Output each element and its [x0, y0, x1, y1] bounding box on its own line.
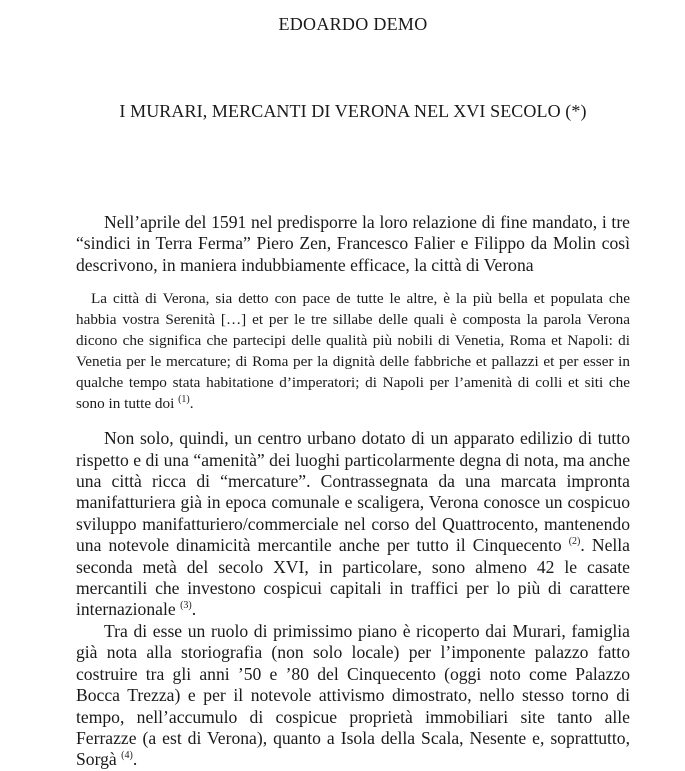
quote-text: La città di Verona, sia detto con pace de tutte le altre, è la più bella et populata che habbia vostra Serenità […] et per le tre sillabe delle quali è composta la parola Verona dicono che significa che partecipi delle qualità più nobili di Venetia, Roma et Napoli: di Venetia per le mercature; di Roma per la dignità delle fabbriche et pallazzi et per esser in qualche tempo stata habitatione d’imperatori; di Napoli per l’amenità di colli et siti che sono in tutte doi [76, 290, 630, 413]
footnote-ref-2: (2) [568, 536, 581, 548]
article-body [76, 212, 630, 771]
paragraph-3-end: . [132, 749, 138, 770]
intro-text: Nell’aprile del 1591 nel predisporre la loro relazione di fine mandato, i tre “sindici in Terra Ferma” Piero Zen, Francesco Falier e Filippo da Molin così descrivono, in maniera indubbiamente efficace, la città di Verona [76, 212, 630, 275]
paragraph-2-text-b: . Nella seconda metà del secolo XVI, in particolare, sono almeno 42 le casate mercantili che investono cospicui capitali in traffici per lo più di carattere internazionale [76, 535, 630, 620]
footnote-ref-1: (1) [178, 394, 190, 406]
paragraph-3-text: Tra di esse un ruolo di primissimo piano è ricoperto dai Murari, famiglia già nota alla storiografia (non solo locale) per l’imponente palazzo fatto costruire tra gli anni ’50 e ’80 del Cinquecento (oggi noto come Palazzo Bocca Trezza) e per il notevole attivismo dimostrato, nello stesso torno di tempo, nell’accumulo di cospicue proprietà immobiliari site tanto alle Ferrazze (a est di Verona), quanto a Isola della Scala, Nesente e, soprattutto, Sorgà [76, 620, 630, 770]
footnote-ref-4: (4) [121, 750, 133, 762]
block-quote: La città di Verona, sia detto con pace de tutte le altre, è la più bella et populata che habbia vostra Serenità […] et per le tre sillabe delle quali è composta la parola Verona dicono che significa che partecipi delle qualità più nobili di Venetia, Roma et Napoli: di Venetia per le mercature; di Roma per la dignità delle fabbriche et pallazzi et per esser in qualche tempo stata habitatione d’imperatori; di Napoli per l’amenità di colli et siti che sono in tutte doi $^{(1)}$. [76, 290, 630, 413]
paragraph-2-end: . [191, 599, 197, 620]
body-paragraph-2 [76, 428, 630, 621]
article-title: I MURARI, MERCANTI DI VERONA NEL XVI SECOLO (*) [119, 101, 587, 121]
intro-paragraph [76, 212, 630, 276]
footnote-ref-3: (3) [180, 600, 192, 612]
paragraph-2-text-a: Non solo, quindi, un centro urbano dotato di un apparato edilizio di tutto rispetto e di una “amenità” dei luoghi particolarmente degna di nota, ma anche una città ricca di “mercature”. Contrassegnata da una marcata impronta manifatturiera già in epoca comunale e scaligera, Verona conosce un cospicuo sviluppo manifatturiero/commerciale nel corso del Quattrocento, mantenendo una notevole dinamicità mercantile anche per tutto il Cinquecento [76, 428, 630, 556]
body-paragraph-3 [76, 621, 630, 771]
author-name: EDOARDO DEMO [278, 14, 428, 34]
